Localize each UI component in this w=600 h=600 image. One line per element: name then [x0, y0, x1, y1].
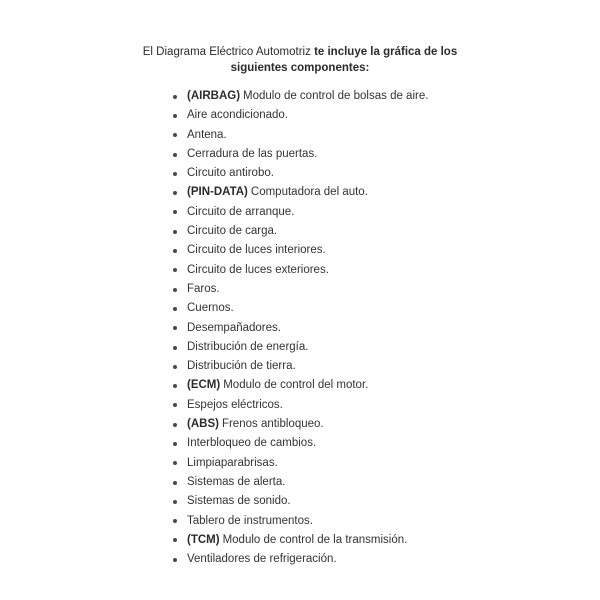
intro-plain-text: El Diagrama Eléctrico Automotriz	[142, 46, 311, 58]
component-text: Circuito de carga.	[187, 225, 278, 238]
component-text: Faros.	[187, 282, 220, 295]
component-text: Sistemas de sonido.	[187, 495, 291, 508]
bullet-icon	[173, 326, 177, 330]
component-code: (AIRBAG)	[187, 90, 241, 102]
bullet-icon	[173, 307, 177, 311]
list-item	[173, 299, 428, 318]
component-text: Modulo de control de la transmisión.	[222, 533, 408, 546]
bullet-icon	[173, 365, 177, 369]
bullet-icon	[173, 268, 177, 272]
intro-bold-text: te incluye la gráfica de los siguientes componentes:	[230, 46, 458, 74]
list-item	[173, 396, 428, 415]
list-item	[173, 531, 428, 550]
component-text: Modulo de control del motor.	[223, 379, 369, 392]
component-text: Circuito de luces interiores.	[187, 244, 326, 257]
component-code: (ECM)	[187, 379, 221, 392]
list-item	[173, 357, 428, 376]
list-item	[173, 338, 428, 357]
bullet-icon	[173, 403, 177, 407]
list-item	[173, 473, 428, 492]
bullet-icon	[173, 249, 177, 253]
bullet-icon	[173, 481, 177, 485]
component-text: Circuito de luces exteriores.	[187, 263, 329, 276]
list-item	[173, 550, 428, 569]
list-item	[173, 222, 428, 241]
list-item	[173, 434, 428, 453]
list-item	[173, 183, 428, 202]
bullet-icon	[173, 519, 177, 523]
component-text: Ventiladores de refrigeración.	[187, 553, 337, 566]
bullet-icon	[173, 172, 177, 176]
bullet-icon	[173, 288, 177, 292]
component-text: Sistemas de alerta.	[187, 475, 286, 488]
component-text: Antena.	[187, 128, 227, 141]
component-text: Aire acondicionado.	[187, 109, 289, 122]
component-text: Circuito antirobo.	[187, 167, 274, 180]
component-code: (PIN-DATA)	[187, 186, 248, 199]
component-text: Tablero de instrumentos.	[187, 514, 313, 527]
list-item	[173, 241, 428, 260]
component-text: Desempañadores.	[187, 321, 281, 334]
bullet-icon	[173, 558, 177, 562]
list-item	[173, 145, 428, 164]
component-text: Distribución de energía.	[187, 340, 309, 353]
bullet-icon	[173, 114, 177, 118]
list-item	[173, 87, 428, 106]
list-item	[173, 203, 428, 222]
list-item	[173, 261, 428, 280]
component-code: (ABS)	[187, 418, 219, 431]
bullet-icon	[173, 461, 177, 465]
intro-paragraph	[120, 44, 480, 76]
component-text: Computadora del auto.	[250, 186, 368, 199]
component-text: Frenos antibloqueo.	[221, 418, 324, 431]
component-text: Espejos eléctricos.	[187, 398, 283, 411]
component-list	[173, 87, 428, 569]
bullet-icon	[173, 442, 177, 446]
list-item	[173, 415, 428, 434]
list-item	[173, 512, 428, 531]
component-text: Cuernos.	[187, 302, 234, 315]
list-item	[173, 454, 428, 473]
list-item	[173, 280, 428, 299]
component-text: Modulo de control de bolsas de aire.	[243, 90, 429, 102]
list-item	[173, 376, 428, 395]
bullet-icon	[173, 210, 177, 214]
bullet-icon	[173, 423, 177, 427]
list-item	[173, 319, 428, 338]
component-text: Interbloqueo de cambios.	[187, 437, 317, 450]
bullet-icon	[173, 133, 177, 137]
bullet-icon	[173, 384, 177, 388]
list-item	[173, 126, 428, 145]
bullet-icon	[173, 230, 177, 234]
bullet-icon	[173, 95, 177, 99]
component-code: (TCM)	[187, 533, 220, 546]
list-item	[173, 164, 428, 183]
component-text: Limpiaparabrisas.	[187, 456, 278, 469]
component-text: Cerradura de las puertas.	[187, 147, 318, 160]
component-text: Distribución de tierra.	[187, 360, 296, 373]
list-item	[173, 106, 428, 125]
list-item	[173, 492, 428, 511]
bullet-icon	[173, 538, 177, 542]
bullet-icon	[173, 346, 177, 350]
bullet-icon	[173, 153, 177, 157]
bullet-icon	[173, 500, 177, 504]
bullet-icon	[173, 191, 177, 195]
component-text: Circuito de arranque.	[187, 205, 295, 218]
